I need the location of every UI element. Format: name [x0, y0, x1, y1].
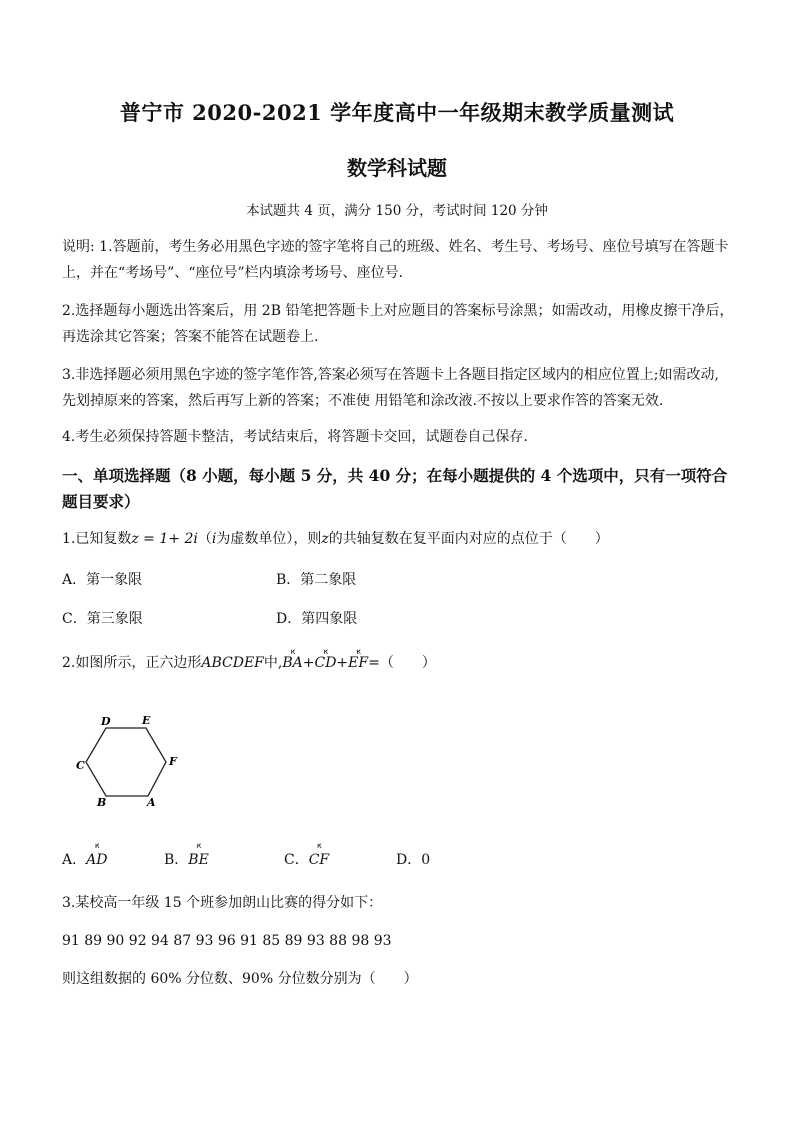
hex-label-a: A [147, 796, 156, 809]
q2-hexname: ABCDEF [201, 655, 264, 671]
q2-option-c [284, 849, 329, 869]
q2-option-c-vector: ԟ CF [309, 852, 329, 868]
q1-formula: z = 1+ 2i [131, 531, 198, 547]
q2-option-c-prefix: C． [284, 852, 309, 868]
q2-option-b-vector: ԟ BE [188, 852, 209, 868]
q2-vector-ba: ԟ BA [282, 649, 302, 677]
q1-option-b: B．第二象限 [276, 572, 357, 588]
instruction-4: 4.考生必须保持答题卡整洁，考试结束后，将答题卡交回，试题卷自己保存. [62, 429, 528, 445]
q2-option-b-prefix: B． [164, 852, 189, 868]
q1-option-d: D．第四象限 [276, 611, 358, 627]
q2-vector-ef: ԟ EF [348, 649, 368, 677]
instruction-1-line-2: 上，并在“考场号”、“座位号”栏内填涂考场号、座位号. [62, 265, 404, 281]
q1-option-c: C．第三象限 [62, 611, 143, 627]
q2-plus-2: + [336, 655, 349, 671]
hex-label-d: D [101, 715, 111, 728]
hex-label-f: F [169, 755, 177, 768]
hexagon-figure [70, 712, 190, 812]
page-title: 普宁市 2020-2021 学年度高中一年级期末教学质量测试 [119, 100, 675, 125]
section-heading-line-1: 一、单项选择题（8 小题，每小题 5 分，共 40 分；在每小题提供的 4 个选项中，只有一项符合 [62, 466, 728, 485]
instruction-1-line-1: 说明: 1.答题前，考生务必用黑色字迹的签字笔将自己的班级、姓名、考生号、考场号、座位号填写在答题卡 [62, 239, 729, 255]
hex-label-e: E [142, 714, 151, 727]
question-2-stem [62, 649, 436, 677]
q1-i-var: i [211, 531, 217, 547]
section-heading-line-2: 题目要求） [62, 492, 140, 511]
q2-option-a-vector: ԟ AD [86, 852, 107, 868]
hex-label-c: C [76, 759, 85, 772]
q2-option-a-prefix: A． [62, 852, 87, 868]
q1-middle2: 为虚数单位），则 [216, 531, 322, 547]
instruction-2-line-2: 再选涂其它答案；答案不能答在试题卷上. [62, 329, 319, 345]
question-3-scores: 91 89 90 92 94 87 93 96 91 85 89 93 88 98 93 [62, 933, 392, 949]
question-1-stem [62, 525, 609, 553]
q1-middle: （ [197, 531, 212, 547]
q1-z-var: z [321, 531, 329, 547]
q2-option-d: D．0 [396, 852, 431, 868]
q2-prefix: 2.如图所示，正六边形 [62, 655, 202, 671]
exam-info: 本试题共 4 页，满分 150 分，考试时间 120 分钟 [246, 203, 548, 219]
q1-suffix: 的共轴复数在复平面内对应的点位于（ ） [328, 531, 609, 547]
q2-option-b [164, 849, 209, 869]
q1-option-a: A．第一象限 [62, 572, 143, 588]
instruction-3-line-2: 先划掉原来的答案，然后再写上新的答案；不准使 用铅笔和涂改液.不按以上要求作答的答案无效. [62, 393, 664, 409]
q2-suffix: =（ ） [368, 655, 436, 671]
hex-label-b: B [97, 796, 107, 809]
instruction-2-line-1: 2.选择题每小题选出答案后，用 2B 铅笔把答题卡上对应题目的答案标号涂黑；如需改动，用橡皮擦干净后， [62, 303, 734, 319]
question-3-ask: 则这组数据的 60% 分位数、90% 分位数分别为（ ） [62, 971, 418, 987]
hexagon-shape [86, 728, 166, 796]
q2-vector-cd: ԟ CD [314, 649, 336, 677]
q2-plus-1: + [302, 655, 315, 671]
page-subtitle: 数学科试题 [347, 156, 447, 180]
instruction-3-line-1: 3.非选择题必须用黑色字迹的签字笔作答,答案必须写在答题卡上各题目指定区域内的相应位置上;如需改动, [62, 367, 719, 383]
q2-option-a [62, 849, 107, 869]
question-3-stem: 3.某校高一年级 15 个班参加朗山比赛的得分如下： [62, 895, 383, 911]
q1-prefix: 1.已知复数 [62, 531, 132, 547]
q2-mid: 中, [263, 655, 283, 671]
